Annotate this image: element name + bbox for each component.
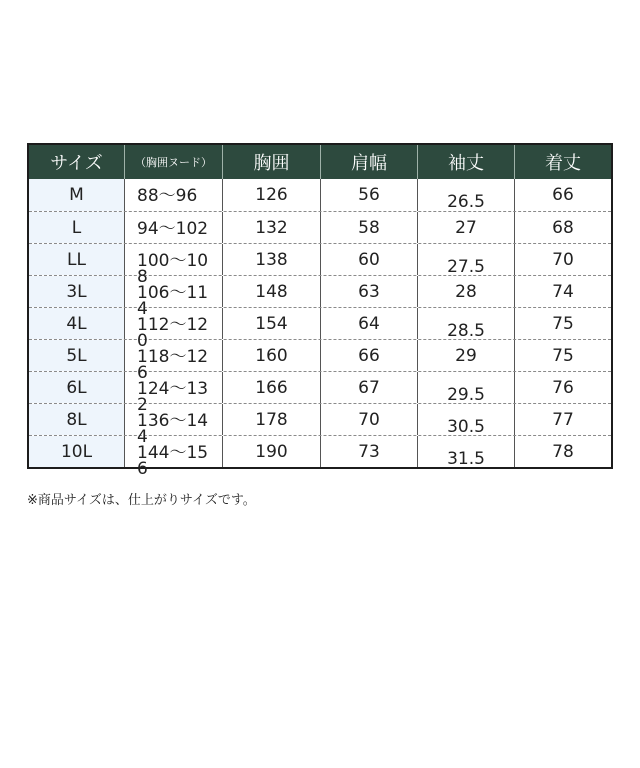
shoulder-cell: 60 [321, 244, 418, 275]
length-cell: 76 [552, 377, 574, 398]
nude-chest-cell: 106～114 [125, 276, 223, 307]
header-chest: 胸囲 [223, 145, 321, 179]
nude-chest-cell: 124～132 [125, 372, 223, 403]
header-shoulder: 肩幅 [321, 145, 418, 179]
sleeve-cell: 27.5 [418, 244, 515, 275]
header-nude-chest: （胸囲ヌード） [125, 145, 223, 179]
nude-chest-cell: 136～144 [125, 404, 223, 435]
chest-cell: 166 [223, 372, 321, 403]
length-cell: 70 [552, 249, 574, 270]
length-cell: 74 [552, 281, 574, 302]
shoulder-cell: 73 [321, 436, 418, 467]
table-row [29, 371, 611, 415]
header-size: サイズ [29, 145, 125, 179]
shoulder-cell: 63 [321, 276, 418, 307]
shoulder-cell: 70 [321, 404, 418, 435]
length-cell: 78 [552, 441, 574, 462]
sleeve-cell: 29.5 [418, 372, 515, 403]
sleeve-cell: 30.5 [418, 404, 515, 435]
table-row [29, 339, 611, 383]
chest-cell: 190 [223, 436, 321, 467]
sleeve-cell: 26.5 [418, 179, 515, 211]
shoulder-cell: 58 [321, 212, 418, 243]
chest-cell: 138 [223, 244, 321, 275]
table-row [29, 403, 611, 447]
chest-cell: 126 [223, 179, 321, 211]
chest-cell: 154 [223, 308, 321, 339]
table-row [29, 435, 611, 479]
size-note: ※商品サイズは、仕上がりサイズです。 [27, 493, 256, 508]
header-length: 着丈 [545, 153, 581, 174]
sleeve-cell: 27 [418, 212, 515, 243]
size-cell: M [29, 179, 125, 211]
sleeve-cell: 28.5 [418, 308, 515, 339]
nude-chest-cell: 100～108 [125, 244, 223, 275]
length-cell: 75 [552, 345, 574, 366]
sleeve-cell: 29 [418, 340, 515, 371]
chest-cell: 160 [223, 340, 321, 371]
chest-cell: 132 [223, 212, 321, 243]
size-cell: 4L [29, 308, 125, 339]
chest-cell: 148 [223, 276, 321, 307]
length-cell: 75 [552, 313, 574, 334]
table-row [29, 243, 611, 287]
length-cell: 68 [552, 217, 574, 238]
chest-cell: 178 [223, 404, 321, 435]
sleeve-cell: 28 [418, 276, 515, 307]
nude-chest-cell: 144～156 [125, 436, 223, 467]
size-cell: 3L [29, 276, 125, 307]
size-cell: 6L [29, 372, 125, 403]
nude-chest-cell: 94～102 [125, 212, 223, 243]
nude-chest-cell: 88～96 [125, 179, 223, 211]
shoulder-cell: 56 [321, 179, 418, 211]
shoulder-cell: 67 [321, 372, 418, 403]
size-cell: L [29, 212, 125, 243]
table-row [29, 179, 611, 211]
length-cell: 66 [552, 185, 574, 205]
table-row [29, 307, 611, 351]
size-cell: 5L [29, 340, 125, 371]
nude-chest-cell: 112～120 [125, 308, 223, 339]
length-cell: 77 [552, 409, 574, 430]
size-cell: 10L [29, 436, 125, 467]
table-row [29, 275, 611, 319]
size-cell: LL [29, 244, 125, 275]
header-sleeve: 袖丈 [418, 145, 515, 179]
size-cell: 8L [29, 404, 125, 435]
sleeve-cell: 31.5 [418, 436, 515, 467]
shoulder-cell: 66 [321, 340, 418, 371]
table-row [29, 211, 611, 243]
table-header [29, 145, 611, 179]
size-table [27, 143, 613, 479]
nude-chest-cell: 118～126 [125, 340, 223, 371]
shoulder-cell: 64 [321, 308, 418, 339]
